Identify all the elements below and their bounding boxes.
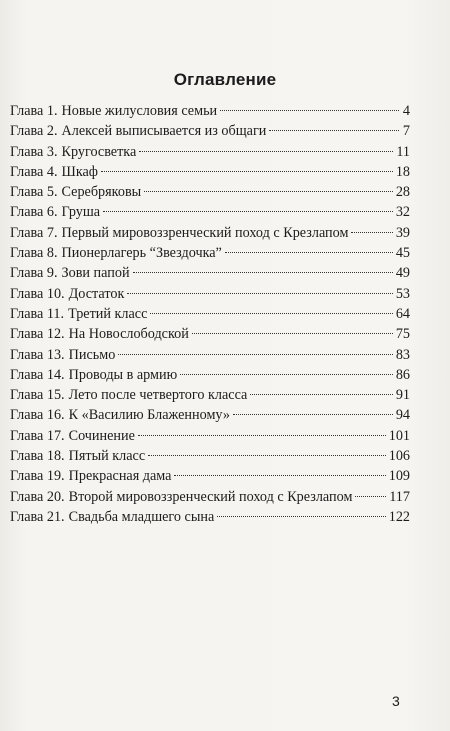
chapter-number: Глава 17. [10,427,65,444]
chapter-number: Глава 19. [10,468,65,485]
dot-leader [139,151,393,152]
table-of-contents [10,101,410,527]
chapter-title: Алексей выписывается из общаги [61,123,267,140]
chapter-title: Пионерлагерь “Звездочка” [61,245,222,262]
chapter-title: Проводы в армию [68,366,178,383]
dot-leader [351,232,392,233]
toc-entry [10,162,410,182]
dot-leader [101,171,393,172]
chapter-page: 83 [395,346,410,363]
dot-leader [133,272,393,273]
toc-entry [10,365,410,385]
dot-leader [233,414,393,415]
toc-entry [10,223,410,243]
chapter-page: 7 [402,123,410,140]
chapter-number: Глава 1. [10,103,58,119]
toc-entry [10,345,410,365]
toc-entry [10,324,410,344]
chapter-number: Глава 9. [10,265,58,282]
chapter-title: Прекрасная дама [68,468,172,485]
chapter-number: Глава 12. [10,326,65,343]
chapter-title: Третий класс [68,305,148,322]
dot-leader [144,191,393,192]
chapter-page: 117 [389,488,410,505]
chapter-page: 101 [388,427,410,444]
toc-entry [10,202,410,222]
chapter-title: Новые жилусловия семьи [61,103,218,119]
chapter-number: Глава 10. [10,285,65,302]
chapter-number: Глава 6. [10,204,58,221]
chapter-page: 18 [395,163,410,180]
dot-leader [250,394,392,395]
chapter-title: К «Василию Блаженному» [68,407,230,424]
toc-entry [10,385,410,405]
chapter-title: Достаток [68,285,125,302]
chapter-page: 91 [395,387,410,404]
chapter-title: Груша [61,204,101,221]
chapter-title: Сочинение [68,427,135,444]
toc-entry [10,507,410,527]
chapter-number: Глава 14. [10,366,65,383]
chapter-page: 28 [395,184,410,201]
dot-leader [150,313,392,314]
chapter-title: Лето после четвертого класса [68,387,248,404]
chapter-number: Глава 13. [10,346,65,363]
toc-entry [10,263,410,283]
chapter-title: Зови папой [61,265,130,282]
chapter-title: Письмо [68,346,116,363]
chapter-number: Глава 20. [10,488,65,505]
chapter-number: Глава 7. [10,224,58,241]
chapter-number: Глава 3. [10,143,58,160]
dot-leader [180,374,393,375]
toc-entry [10,101,410,121]
dot-leader [103,211,393,212]
toc-entry [10,446,410,466]
chapter-page: 45 [395,245,410,262]
chapter-page: 86 [395,366,410,383]
toc-entry [10,487,410,507]
chapter-number: Глава 15. [10,387,65,404]
chapter-page: 53 [395,285,410,302]
chapter-page: 11 [396,143,410,160]
dot-leader [217,516,385,517]
dot-leader [269,130,399,131]
toc-entry [10,142,410,162]
chapter-page: 39 [395,224,410,241]
dot-leader [127,293,392,294]
dot-leader [192,333,393,334]
dot-leader [118,354,393,355]
chapter-number: Глава 11. [10,305,65,322]
chapter-title: Серебряковы [61,184,142,201]
chapter-number: Глава 2. [10,123,58,140]
toc-heading: Оглавление [173,70,277,89]
toc-entry [10,182,410,202]
chapter-page: 94 [395,407,410,424]
dot-leader [174,475,385,476]
toc-entry [10,284,410,304]
chapter-title: Пятый класс [68,448,146,465]
dot-leader [225,252,393,253]
dot-leader [355,496,386,497]
chapter-title: Первый мировоззренческий поход с Крезлапом [61,224,349,241]
chapter-title: Шкаф [61,163,98,180]
chapter-page: 109 [388,468,410,485]
chapter-page: 32 [395,204,410,221]
chapter-title: Свадьба младшего сына [68,508,215,525]
toc-entry [10,121,410,141]
dot-leader [220,110,399,111]
chapter-number: Глава 8. [10,245,58,262]
chapter-number: Глава 18. [10,448,65,465]
chapter-page: 75 [395,326,410,343]
chapter-page: 106 [388,448,410,465]
chapter-title: Кругосветка [61,143,137,160]
chapter-number: Глава 5. [10,184,58,201]
dot-leader [148,455,386,456]
chapter-number: Глава 16. [10,407,65,424]
chapter-page: 49 [395,265,410,282]
toc-entry [10,405,410,425]
chapter-page: 122 [388,508,410,525]
chapter-page: 4 [402,103,410,119]
chapter-title: Второй мировоззренческий поход с Крезлапом [68,488,353,505]
toc-entry [10,304,410,324]
dot-leader [138,435,386,436]
chapter-number: Глава 4. [10,163,58,180]
chapter-title: На Новослободской [68,326,189,343]
toc-entry [10,243,410,263]
chapter-number: Глава 21. [10,508,65,525]
page-number: 3 [392,693,400,709]
toc-entry [10,426,410,446]
toc-entry [10,466,410,486]
chapter-page: 64 [395,305,410,322]
